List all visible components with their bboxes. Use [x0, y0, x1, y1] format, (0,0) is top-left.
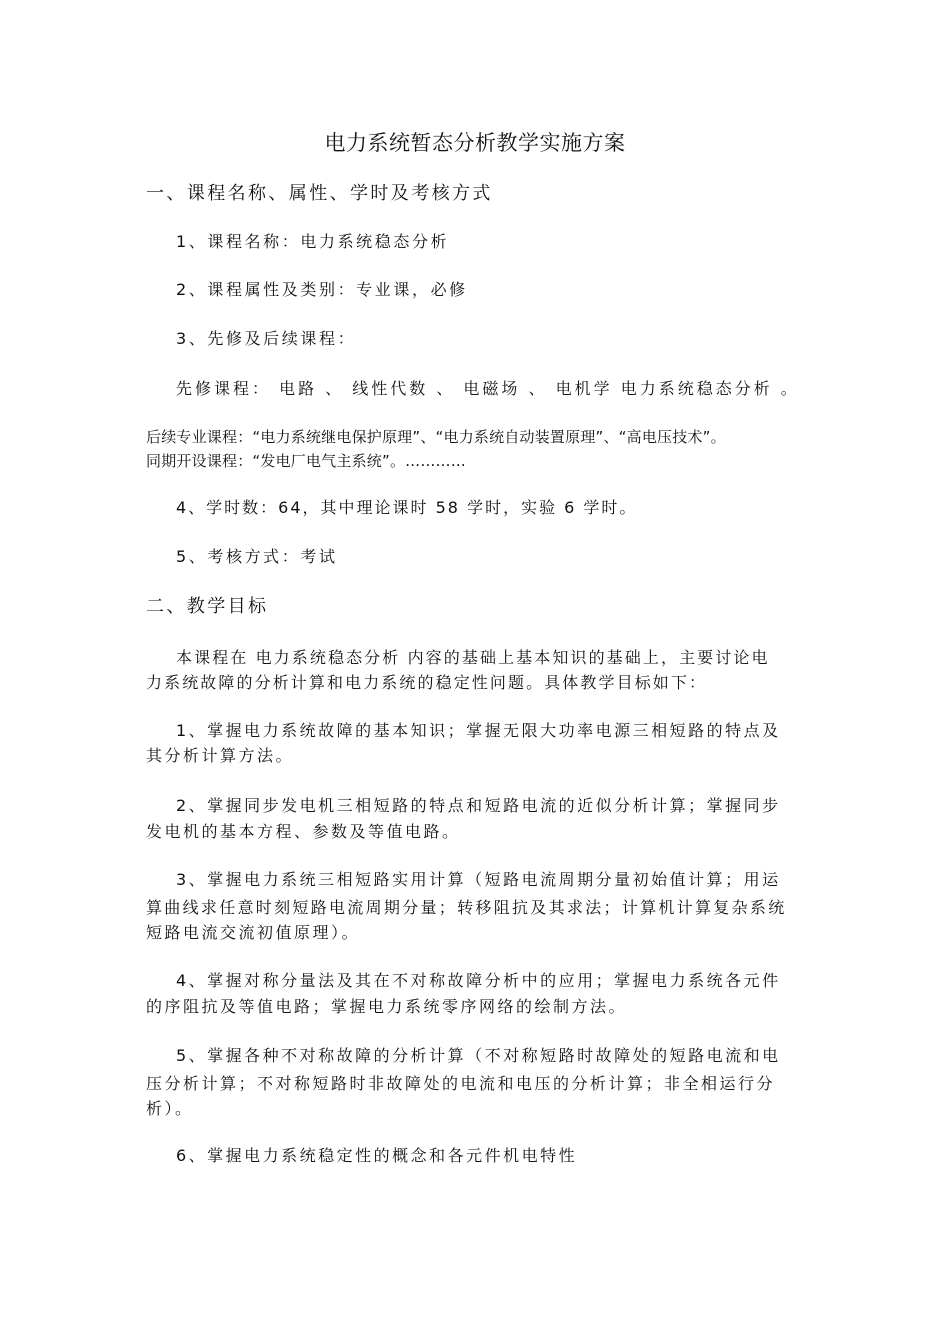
objectives-intro-line: 力系统故障的分析计算和电力系统的稳定性问题。具体教学目标如下：	[146, 673, 708, 692]
objectives-intro-line: 本课程在 电力系统稳态分析 内容的基础上基本知识的基础上，主要讨论电	[176, 648, 770, 667]
goal-1-line: 其分析计算方法。	[146, 746, 295, 765]
goal-2-line: 2、掌握同步发电机三相短路的特点和短路电流的近似分析计算；掌握同步	[176, 796, 781, 815]
goal-4-line: 的序阻抗及等值电路；掌握电力系统零序网络的绘制方法。	[146, 997, 628, 1016]
goal-5-line: 5、掌握各种不对称故障的分析计算（不对称短路时故障处的短路电流和电	[176, 1046, 781, 1065]
goal-5-line: 压分析计算；不对称短路时非故障处的电流和电压的分析计算；非全相运行分	[146, 1074, 776, 1093]
prerequisite-courses: 先修课程： 电路 、 线性代数 、 电磁场 、 电机学 电力系统稳态分析 。	[176, 379, 800, 398]
followup-courses: 后续专业课程：“电力系统继电保护原理”、“电力系统自动装置原理”、“高电压技术”。	[146, 428, 726, 446]
goal-4-line: 4、掌握对称分量法及其在不对称故障分析中的应用；掌握电力系统各元件	[176, 971, 781, 990]
goal-6-line: 6、掌握电力系统稳定性的概念和各元件机电特性	[176, 1146, 578, 1165]
goal-3-line: 短路电流交流初值原理）。	[146, 923, 361, 942]
assessment-item: 5、考核方式：考试	[176, 547, 338, 566]
goal-1-line: 1、掌握电力系统故障的基本知识；掌握无限大功率电源三相短路的特点及	[176, 721, 781, 740]
section1-heading: 一、课程名称、属性、学时及考核方式	[146, 183, 493, 204]
course-name-item: 1、课程名称：电力系统稳态分析	[176, 232, 450, 251]
goal-3-line: 3、掌握电力系统三相短路实用计算（短路电流周期分量初始值计算；用运	[176, 870, 781, 889]
document-title: 电力系统暂态分析教学实施方案	[324, 131, 626, 155]
goal-2-line: 发电机的基本方程、参数及等值电路。	[146, 822, 461, 841]
section2-heading: 二、教学目标	[146, 596, 269, 617]
concurrent-courses: 同期开设课程：“发电厂电气主系统”。…………	[146, 452, 466, 470]
course-attribute-item: 2、课程属性及类别：专业课，必修	[176, 280, 468, 299]
course-hours-item: 4、学时数：64，其中理论课时 58 学时，实验 6 学时。	[176, 498, 638, 517]
goal-5-line: 析）。	[146, 1099, 194, 1118]
goal-3-line: 算曲线求任意时刻短路电流周期分量；转移阻抗及其求法；计算机计算复杂系统	[146, 898, 787, 917]
related-courses-item: 3、先修及后续课程：	[176, 329, 357, 348]
